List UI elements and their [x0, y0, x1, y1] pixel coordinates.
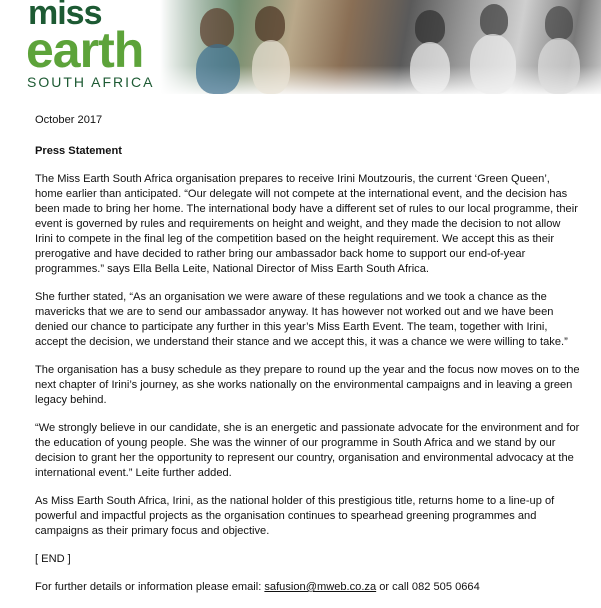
child-figure-image — [538, 38, 580, 94]
child-figure-image — [470, 34, 516, 94]
logo-miss-text: miss — [28, 0, 102, 32]
document-title: Press Statement — [35, 145, 122, 157]
child-figure-image — [255, 6, 285, 42]
end-marker: [ END ] — [35, 553, 71, 565]
child-figure-image — [480, 4, 508, 36]
press-statement-body — [35, 172, 580, 608]
miss-earth-logo — [26, 2, 156, 94]
child-figure-image — [196, 44, 240, 94]
contact-footer — [35, 580, 580, 595]
body-paragraph: As Miss Earth South Africa, Irini, as the national holder of this prestigious title, returns home to a line-up of powerful and impactful projects as the organisation continues to spearhead greening programmes and campaigns as their primary focus and objective. — [35, 495, 555, 537]
body-paragraph: She further stated, “As an organisation we were aware of these regulations and we took a chance as the mavericks that we are to send our ambassador anyway. It has however not worked out and we have been denied our chance to participate any further in this year’s Miss Earth Event. The team, together with Irini, accept the decision, we understand their stance and we accept this, it was a chance we were willing to take.” — [35, 291, 568, 348]
logo-region-text: SOUTH AFRICA — [27, 74, 155, 90]
logo-earth-text: earth — [26, 22, 144, 78]
document-date: October 2017 — [35, 114, 103, 126]
child-figure-image — [252, 40, 290, 94]
child-figure-image — [545, 6, 573, 40]
header-photo-banner — [160, 0, 601, 94]
contact-email-link[interactable]: safusion@mweb.co.za — [264, 581, 377, 593]
footer-suffix: or call 082 505 0664 — [376, 581, 480, 593]
body-paragraph: “We strongly believe in our candidate, she is an energetic and passionate advocate for the environment and for the education of young people. She was the winner of our programme in South Africa and we stand by our decision to grant her the opportunity to represent our country, organisation and environmental advocacy at the international event.” Leite further added. — [35, 422, 580, 479]
child-figure-image — [410, 42, 450, 94]
body-paragraph: The organisation has a busy schedule as they prepare to round up the year and the focus now moves on to the next chapter of Irini’s journey, as she works nationally on the environmental campaigns and in leaving a green legacy behind. — [35, 364, 580, 406]
body-paragraph: The Miss Earth South Africa organisation prepares to receive Irini Moutzouris, the current ‘Green Queen’, home earlier than anticipated. “Our delegate will not compete at the international event, and the decision has been made to bring her home. The international body have a different set of rules to our local programme, their event is governed by rules and requirements on height and weight, and they made the decision to not allow Irini to compete in the final leg of the competition based on the height requirement. We accept this as their prerogative and have decided to rather bring our ambassador back home to support our end-of-year programmes.” says Ella Bella Leite, National Director of Miss Earth South Africa. — [35, 173, 578, 275]
letterhead — [0, 0, 601, 96]
child-figure-image — [415, 10, 445, 44]
child-figure-image — [200, 8, 234, 48]
footer-prefix: For further details or information please email: — [35, 581, 265, 593]
